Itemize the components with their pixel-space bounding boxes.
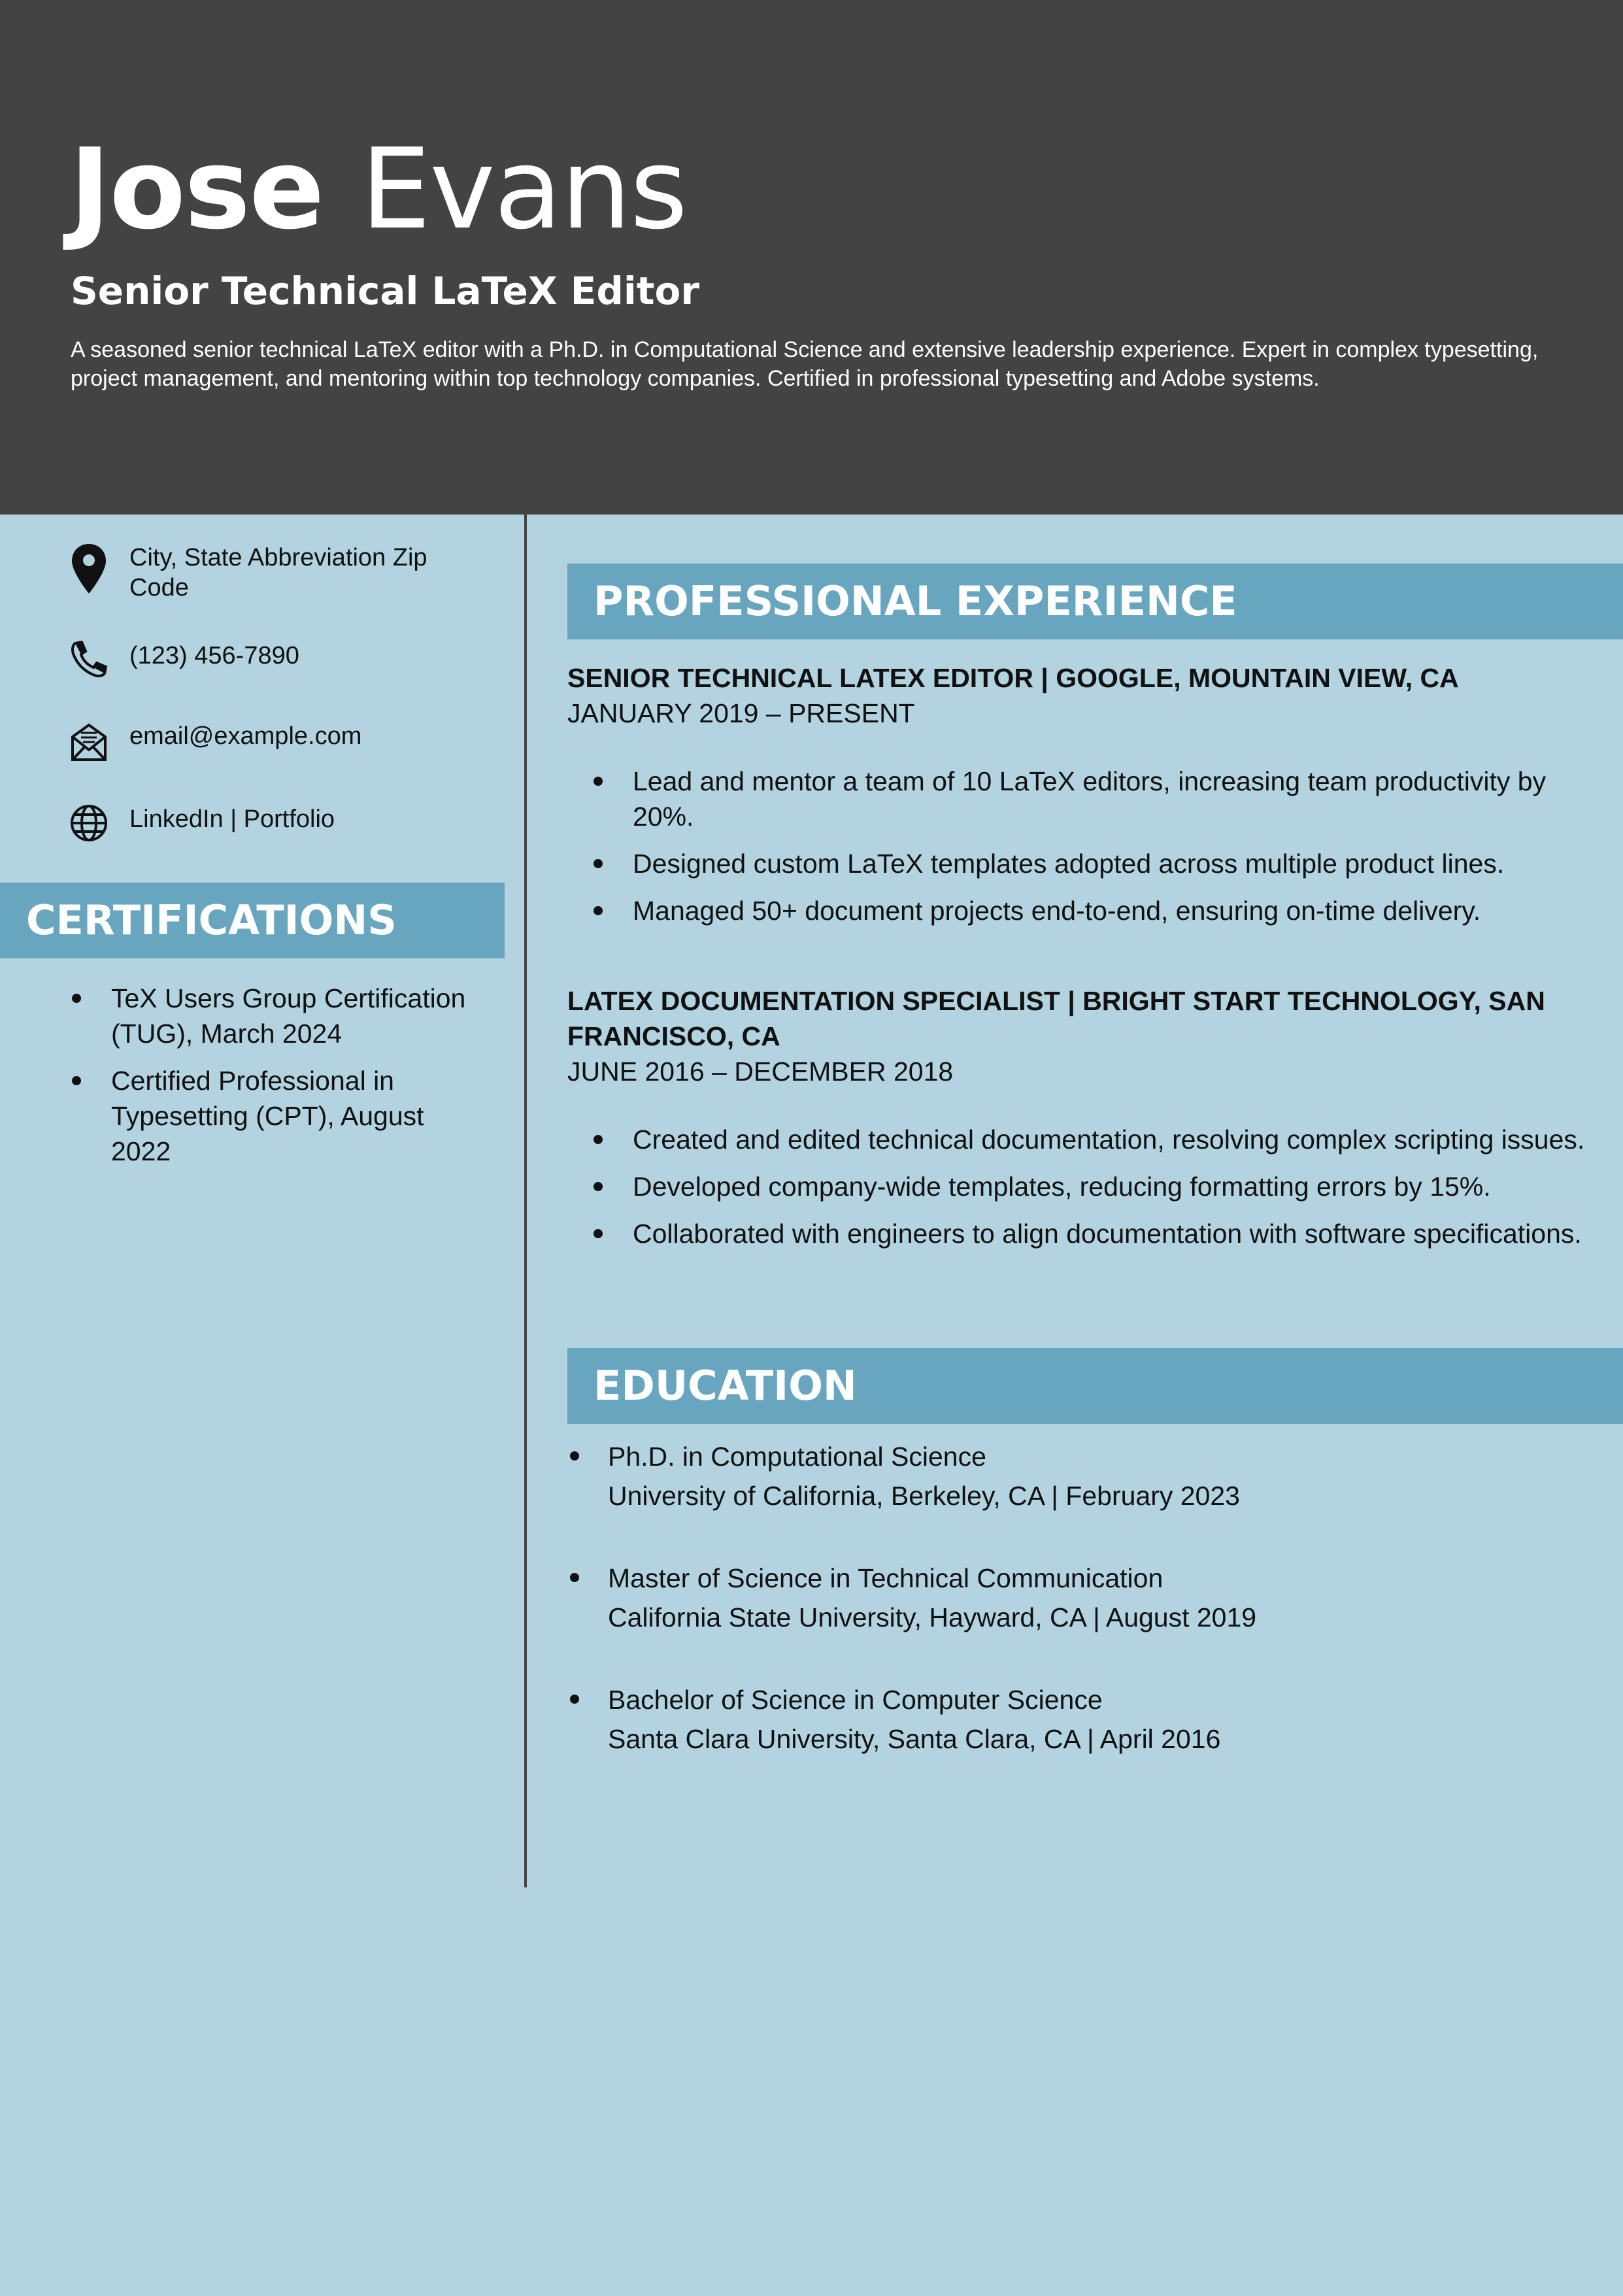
job-entry-dates: JANUARY 2019 – PRESENT (567, 698, 915, 728)
certifications-list (69, 981, 488, 1181)
last-name: Evans (360, 125, 687, 254)
professional-summary: A seasoned senior technical LaTeX editor with a Ph.D. in Computational Science and extensive leadership experience. Expert in complex typesetting, project management, and mentoring within top technology companies. Certified in professional typesetting and Adobe systems. (71, 337, 1539, 391)
resume-header (0, 0, 1623, 515)
list-item: Designed custom LaTeX templates adopted across multiple product lines. (567, 846, 1587, 881)
education-list (567, 1437, 1587, 1802)
job-entry-dates: JUNE 2016 – DECEMBER 2018 (567, 1056, 954, 1087)
education-heading: EDUCATION (567, 1348, 1623, 1424)
list-item (567, 1437, 1587, 1515)
first-name: Jose (69, 125, 324, 254)
school: University of California, Berkeley, CA | February 2023 (608, 1481, 1240, 1511)
job-title: Senior Technical LaTeX Editor (71, 269, 699, 313)
certifications-heading: CERTIFICATIONS (0, 883, 505, 958)
list-item: Certified Professional in Typesetting (CPT), August 2022 (69, 1063, 488, 1169)
envelope-icon (69, 721, 109, 773)
location-text: City, State Abbreviation Zip Code (129, 544, 427, 601)
contact-location (69, 543, 469, 603)
contact-email (69, 721, 469, 773)
list-item: Managed 50+ document projects end-to-end, ensuring on-time delivery. (567, 893, 1587, 928)
candidate-name (69, 124, 686, 255)
degree: Ph.D. in Computational Science (608, 1442, 986, 1472)
profile-links[interactable]: LinkedIn | Portfolio (129, 805, 335, 833)
globe-icon (69, 804, 109, 856)
location-pin-icon (69, 543, 109, 595)
list-item: Collaborated with engineers to align documentation with software specifications. (567, 1216, 1587, 1251)
school: California State University, Hayward, CA | August 2019 (608, 1602, 1257, 1632)
list-item: TeX Users Group Certification (TUG), March 2024 (69, 981, 488, 1051)
column-divider (524, 515, 527, 1887)
phone-number[interactable]: (123) 456-7890 (129, 642, 299, 669)
list-item: Created and edited technical documentation, resolving complex scripting issues. (567, 1122, 1587, 1157)
degree: Bachelor of Science in Computer Science (608, 1685, 1103, 1715)
job-entry-title: SENIOR TECHNICAL LATEX EDITOR | GOOGLE, MOUNTAIN VIEW, CA (567, 663, 1459, 693)
job-entry (567, 983, 1587, 1263)
contact-phone (69, 641, 469, 693)
list-item: Developed company-wide templates, reducing formatting errors by 15%. (567, 1169, 1587, 1204)
list-item (567, 1680, 1587, 1759)
job-entry-title: LATEX DOCUMENTATION SPECIALIST | BRIGHT START TECHNOLOGY, SAN FRANCISCO, CA (567, 986, 1545, 1051)
job-bullets (567, 1122, 1587, 1251)
phone-icon (69, 641, 109, 693)
degree: Master of Science in Technical Communication (608, 1563, 1163, 1593)
school: Santa Clara University, Santa Clara, CA | April 2016 (608, 1724, 1221, 1754)
job-bullets (567, 764, 1587, 928)
experience-heading: PROFESSIONAL EXPERIENCE (567, 564, 1623, 639)
job-entry (567, 660, 1587, 940)
list-item: Lead and mentor a team of 10 LaTeX editors, increasing team productivity by 20%. (567, 764, 1587, 834)
contact-links (69, 804, 469, 856)
email-address[interactable]: email@example.com (129, 722, 362, 750)
list-item (567, 1559, 1587, 1637)
